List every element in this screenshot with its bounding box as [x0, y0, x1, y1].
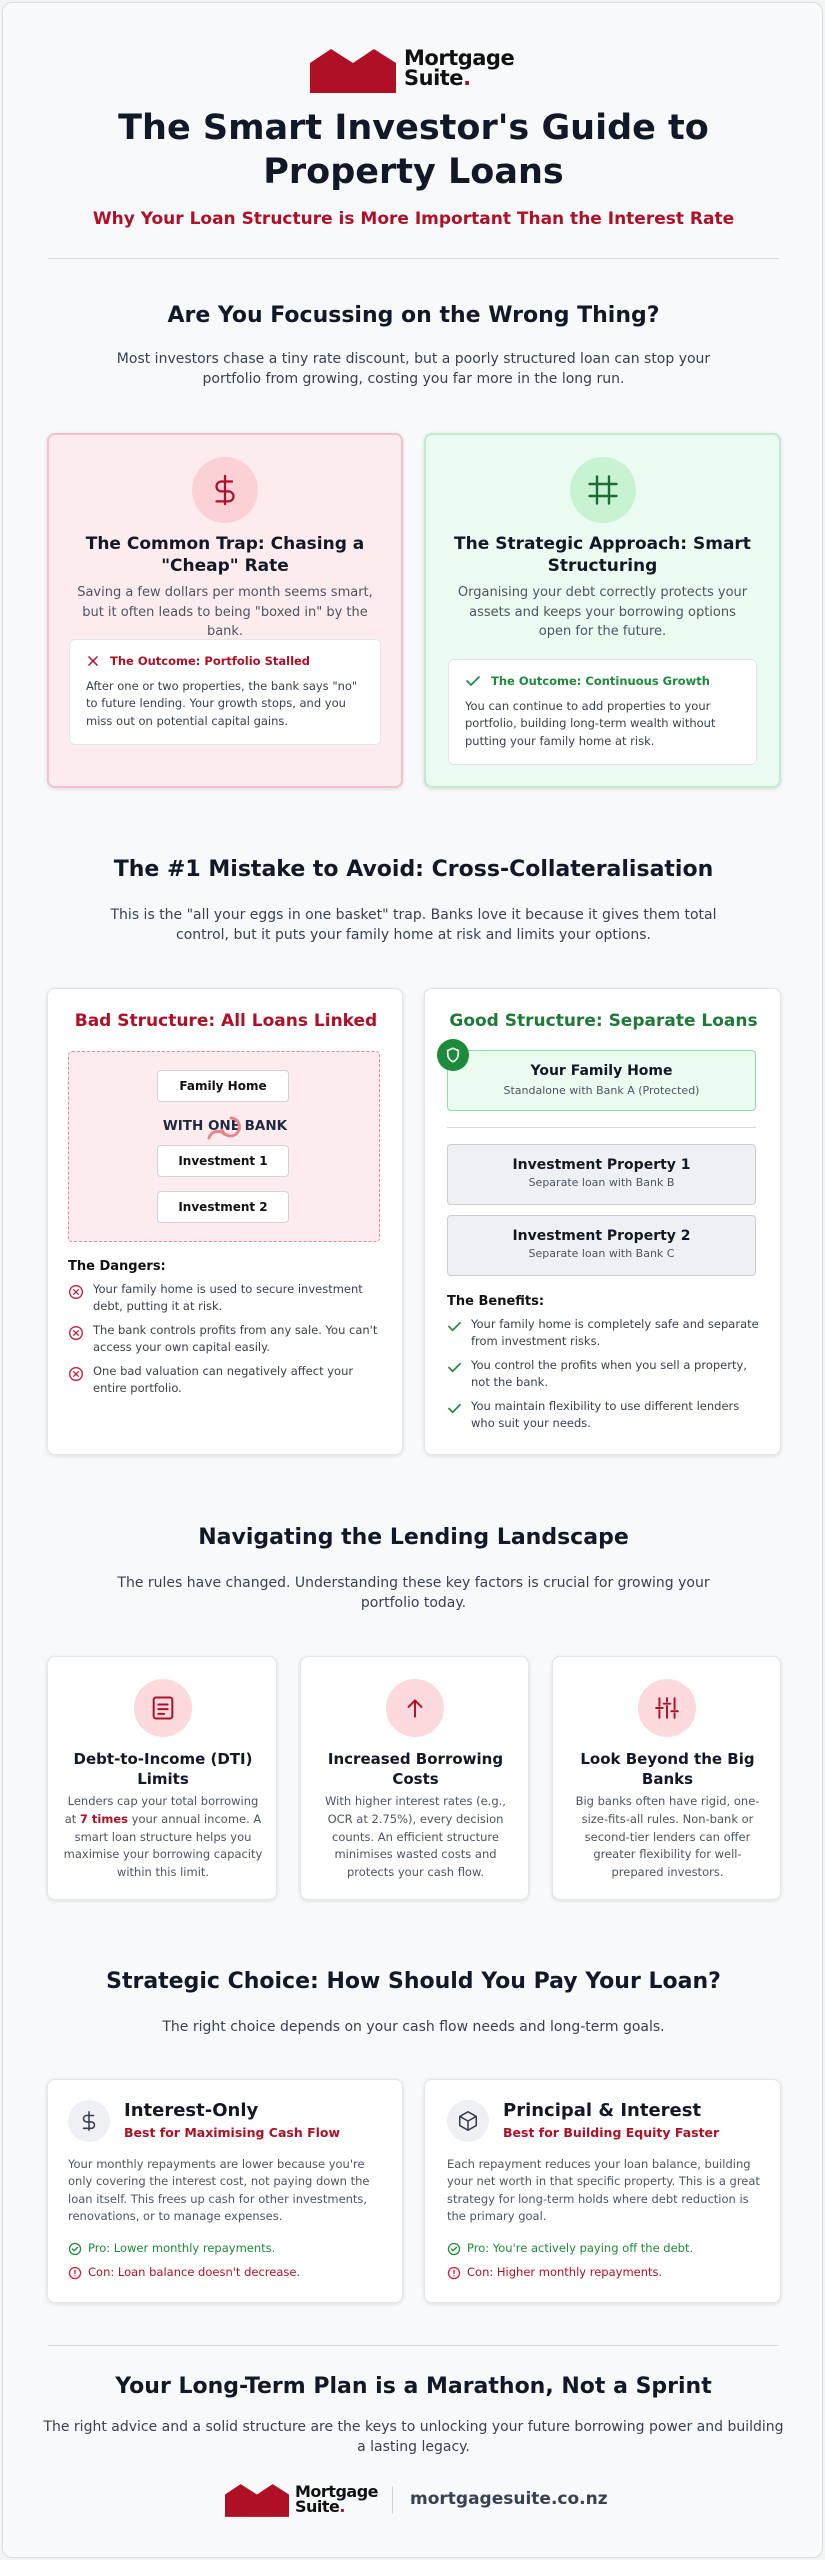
x-circle-icon — [68, 1325, 84, 1341]
section3-heading: Navigating the Lending Landscape — [198, 1525, 629, 1550]
trap-text: Saving a few dollars per month seems smart, but it often leads to being "boxed in" by the bank. — [77, 585, 373, 639]
borrowing-costs-card — [300, 1656, 529, 1900]
check-circle-icon — [447, 2242, 461, 2256]
footer-url[interactable]: mortgagesuite.co.nz — [410, 2489, 608, 2509]
interest-only-title: Interest-Only — [124, 2100, 259, 2121]
danger-text: Your family home is used to secure investment debt, putting it at risk. — [93, 1282, 363, 1314]
danger-item — [68, 1363, 384, 1398]
one-bank-label: WITH ONE BANK — [162, 1118, 288, 1134]
footer-divider — [392, 2486, 393, 2514]
interest-only-subtitle: Best for Maximising Cash Flow — [124, 2125, 341, 2140]
trap-card — [47, 433, 403, 788]
pro-text: Pro: Lower monthly repayments. — [88, 2241, 276, 2255]
dangers-title: The Dangers: — [68, 1259, 166, 1274]
alert-circle-icon — [447, 2266, 461, 2280]
page-title: The Smart Investor's Guide to Property Loans — [118, 108, 709, 192]
check-icon — [447, 1401, 462, 1416]
logo-word-line2: Suite — [295, 2497, 340, 2516]
benefit-text: You maintain flexibility to use different lenders who suit your needs. — [471, 1399, 740, 1431]
linked-loans-diagram — [68, 1051, 380, 1242]
con-text: Con: Loan balance doesn't decrease. — [88, 2265, 301, 2279]
trap-outcome-title: The Outcome: Portfolio Stalled — [110, 654, 311, 668]
section1-heading: Are You Focussing on the Wrong Thing? — [167, 303, 660, 328]
page-subtitle: Why Your Loan Structure is More Important Than the Interest Rate — [92, 209, 735, 229]
pro-item — [447, 2240, 693, 2257]
check-circle-icon — [68, 2242, 82, 2256]
principal-interest-text: Each repayment reduces your loan balance, building your net worth in that specific property. This is a great strategy for long-term holds where debt reduction is the primary goal. — [447, 2157, 760, 2223]
borrowing-costs-title: Increased Borrowing Costs — [327, 1750, 504, 1789]
principal-interest-subtitle: Best for Building Equity Faster — [503, 2125, 720, 2140]
check-icon — [465, 674, 481, 688]
footer-logo — [225, 2481, 378, 2517]
bad-structure-title: Bad Structure: All Loans Linked — [74, 1011, 378, 1031]
danger-text: One bad valuation can negatively affect your entire portfolio. — [93, 1364, 354, 1396]
document-icon — [134, 1679, 192, 1737]
section4-heading: Strategic Choice: How Should You Pay Your Loan? — [106, 1969, 721, 1994]
principal-interest-card — [424, 2079, 781, 2303]
property-title: Investment Property 1 — [512, 1157, 691, 1173]
section2-heading: The #1 Mistake to Avoid: Cross-Collateralisation — [113, 857, 714, 882]
loan-investment-2: Investment 2 — [157, 1191, 289, 1223]
check-icon — [447, 1319, 462, 1334]
logo-house-icon — [310, 45, 396, 93]
family-home-sub: Standalone with Bank A (Protected) — [503, 1084, 700, 1097]
good-structure-title: Good Structure: Separate Loans — [449, 1011, 758, 1031]
logo-word-line1: Mortgage — [295, 2481, 379, 2501]
family-home-box — [447, 1050, 756, 1111]
section4-lead: The right choice depends on your cash flow needs and long-term goals. — [162, 2019, 665, 2035]
sliders-icon — [638, 1679, 696, 1737]
loan-investment-1: Investment 1 — [157, 1145, 289, 1177]
page — [2, 2, 823, 2558]
dti-text — [62, 1793, 264, 1882]
good-structure-card — [424, 988, 781, 1455]
big-banks-card — [552, 1656, 781, 1900]
x-circle-icon — [68, 1284, 84, 1300]
benefit-item — [447, 1398, 761, 1433]
footer-heading: Your Long-Term Plan is a Marathon, Not a Sprint — [115, 2374, 712, 2399]
benefit-text: Your family home is completely safe and separate from investment risks. — [471, 1317, 759, 1349]
divider — [48, 258, 779, 259]
pro-text: Pro: You're actively paying off the debt. — [467, 2241, 694, 2255]
hash-grid-icon — [570, 457, 636, 523]
check-icon — [447, 1360, 462, 1375]
cube-icon — [447, 2100, 489, 2142]
link-chain-icon — [201, 1112, 245, 1140]
con-item — [68, 2264, 300, 2281]
benefit-text: You control the profits when you sell a property, not the bank. — [471, 1358, 747, 1390]
con-text: Con: Higher monthly repayments. — [467, 2265, 663, 2279]
family-home-title: Your Family Home — [530, 1063, 673, 1079]
logo-wordmark — [295, 2481, 379, 2516]
logo-word-line1: Mortgage — [404, 46, 515, 71]
dollar-icon — [192, 457, 258, 523]
logo — [310, 45, 514, 93]
danger-item — [68, 1322, 384, 1357]
dollar-icon — [68, 2100, 110, 2142]
dti-text-a: Lenders cap your total borrowing at — [64, 1794, 259, 1826]
logo-dot: . — [339, 2497, 345, 2516]
logo-dot: . — [463, 66, 471, 90]
interest-only-card — [47, 2079, 403, 2303]
investment-property-2-box — [447, 1215, 756, 1276]
strategy-text: Organising your debt correctly protects your assets and keeps your borrowing options open for the future. — [457, 585, 748, 639]
loan-family-home: Family Home — [157, 1070, 289, 1102]
alert-circle-icon — [68, 2266, 82, 2280]
logo-wordmark — [404, 46, 515, 90]
principal-interest-title: Principal & Interest — [503, 2100, 702, 2121]
trap-outcome-box — [69, 639, 381, 745]
logo-word-line2: Suite — [404, 66, 464, 90]
benefit-item — [447, 1316, 761, 1351]
dti-text-b: your annual income. A smart loan structure helps you maximise your borrowing capacity within this limit. — [63, 1811, 263, 1880]
arrow-up-icon — [386, 1679, 444, 1737]
borrowing-costs-text: With higher interest rates (e.g., OCR at 2.75%), every decision counts. An efficient structure minimises wasted costs and protects your cash flow. — [325, 1794, 506, 1880]
divider — [48, 2345, 779, 2346]
strategy-title: The Strategic Approach: Smart Structuring — [454, 534, 751, 577]
property-title: Investment Property 2 — [512, 1228, 691, 1244]
benefit-item — [447, 1357, 761, 1392]
strategy-outcome-text: You can continue to add properties to your portfolio, building long-term wealth without putting your family home at risk. — [465, 699, 716, 748]
strategy-outcome-box — [448, 659, 757, 765]
property-sub: Separate loan with Bank B — [528, 1176, 675, 1189]
danger-text: The bank controls profits from any sale. You can't access your own capital easily. — [93, 1323, 378, 1355]
danger-item — [68, 1281, 384, 1316]
section3-lead: The rules have changed. Understanding these key factors is crucial for growing your portfolio today. — [117, 1575, 710, 1612]
dti-title: Debt-to-Income (DTI) Limits — [73, 1750, 253, 1789]
trap-title: The Common Trap: Chasing a "Cheap" Rate — [85, 534, 365, 577]
strategy-outcome-title: The Outcome: Continuous Growth — [491, 674, 710, 688]
separator — [447, 1127, 756, 1128]
section2-lead: This is the "all your eggs in one basket" trap. Banks love it because it gives them total control, but it puts your family home at risk and limits your options. — [110, 907, 717, 944]
strategy-card — [424, 433, 781, 788]
logo-house-icon — [225, 2481, 289, 2517]
footer-lead: The right advice and a solid structure are the keys to unlocking your future borrowing power and building a lasting legacy. — [43, 2419, 784, 2456]
bad-structure-card — [47, 988, 403, 1455]
shield-icon — [437, 1039, 469, 1071]
big-banks-title: Look Beyond the Big Banks — [580, 1750, 755, 1789]
x-circle-icon — [68, 1366, 84, 1382]
con-item — [447, 2264, 662, 2281]
x-icon — [86, 654, 100, 668]
section1-lead: Most investors chase a tiny rate discount, but a poorly structured loan can stop your portfolio from growing, costing you far more in the long run. — [116, 351, 711, 388]
dti-highlight: 7 times — [79, 1811, 128, 1826]
trap-outcome-text: After one or two properties, the bank says "no" to future lending. Your growth stops, and you miss out on potential capital gains. — [86, 679, 358, 728]
property-sub: Separate loan with Bank C — [528, 1247, 675, 1260]
investment-property-1-box — [447, 1144, 756, 1205]
pro-item — [68, 2240, 275, 2257]
benefits-title: The Benefits: — [447, 1294, 545, 1309]
interest-only-text: Your monthly repayments are lower because you're only covering the interest cost, not paying down the loan itself. This frees up cash for other investments, renovations, or to manage expenses. — [68, 2157, 370, 2223]
big-banks-text: Big banks often have rigid, one-size-fits-all rules. Non-bank or second-tier lenders can offer greater flexibility for well-prepared investors. — [575, 1794, 760, 1880]
dti-card — [47, 1656, 277, 1900]
